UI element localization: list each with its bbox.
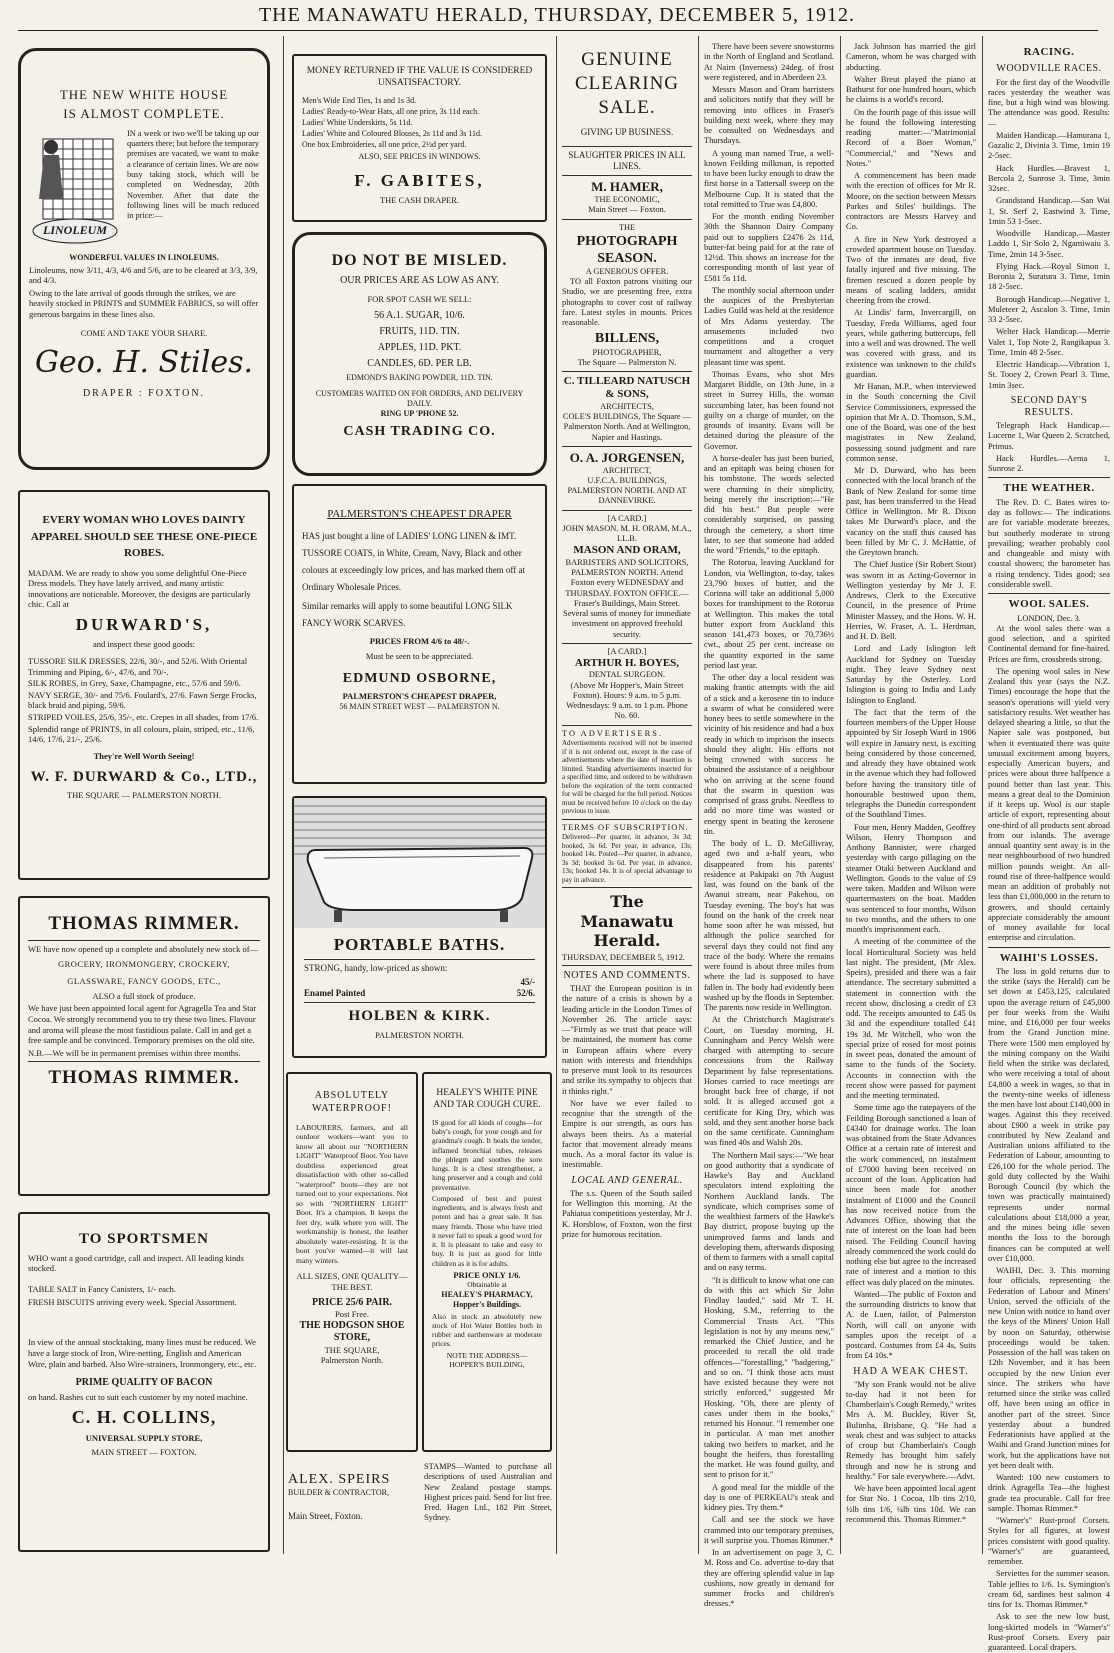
- waihi-paragraph: Wanted: 100 new customers to drink Agragella Tea—the highest grade tea procurable. Call for free sample. Thomas Rimmer.*: [988, 1473, 1110, 1513]
- racing-title: RACING.: [1023, 46, 1075, 58]
- hodgson-town: Palmerston North.: [320, 1355, 384, 1366]
- durward-address: THE SQUARE — PALMERSTON NORTH.: [66, 790, 222, 801]
- mason-name: MASON AND ORAM,: [573, 544, 681, 557]
- ad-durward: [18, 490, 270, 880]
- chest-body: "My son Frank would not be alive to-day had it not been for Chamberlain's Cough Remedy," writes Mrs A. M. Buckley, River St, Bulimba, Brisbane, Q. "He had a weak chest and was subject to attacks of croup but Chamberlain's Cough Remedy has brought him safely through and now he is strong and healthy." For sale everywhere.—Advt.: [846, 1379, 976, 1481]
- masthead: THE MANAWATU HERALD, THURSDAY, DECEMBER 5, 1912.: [258, 4, 856, 26]
- boyes-sub: DENTAL SURGEON.: [588, 670, 666, 680]
- durward-name: DURWARD'S,: [75, 615, 213, 634]
- news-paragraph: The Rotorua, leaving Auckland for London, via Wellington, to-day, takes 23,790 boxes of butter, and the Corinna will take an additional 5,000 boxes for transhipment to the Rotorua at Wellington. This makes the total butter export from Auckland this season 141,473 boxes, or 70,736½ cwt., about 25 per cent. increase on the quantity exported in the same period last year.: [704, 558, 834, 670]
- healey-buildings: Hopper's Buildings.: [452, 1299, 522, 1309]
- ad-collins: [18, 1212, 270, 1552]
- weather-title: THE WEATHER.: [1003, 482, 1095, 495]
- osborne-sub: PALMERSTON'S CHEAPEST DRAPER,: [342, 691, 497, 702]
- holben-enamel-price: 52/6.: [516, 987, 535, 998]
- natusch-body: COLE'S BUILDINGS, The Square — Palmerston North. And at Wellington, Napier and Hastings.: [562, 412, 692, 442]
- white-house-come: COME AND TAKE YOUR SHARE.: [80, 327, 208, 338]
- cash-prices: OUR PRICES ARE AS LOW AS ANY.: [340, 275, 499, 286]
- gabites-item: Men's Wide End Ties, 1s and 1s 3d.: [302, 95, 417, 105]
- column-3: [562, 42, 692, 1554]
- race-result: Flying Hack.—Royal Simon 1, Boronia 2, Suratura 3. Time, 1min 18 2-5sec.: [988, 261, 1110, 292]
- news-paragraph: A good meal for the middle of the day is one of PERKEAU's steak and kidney pies. Try them.*: [704, 1482, 834, 1512]
- column-4: [704, 42, 835, 1609]
- subscription-title: TERMS OF SUBSCRIPTION.: [562, 822, 689, 832]
- cash-item: FRUITS, 11D. TIN.: [379, 326, 460, 338]
- signature: Geo. H. Stiles.: [34, 345, 254, 381]
- jorgensen-sub: ARCHITECT,: [602, 465, 652, 475]
- hodgson-title: ABSOLUTELY WATERPROOF!: [312, 1090, 392, 1114]
- photo-the: THE: [618, 222, 636, 232]
- osborne-address: 56 MAIN STREET WEST — PALMERSTON N.: [339, 701, 500, 711]
- durward-item: NAVY SERGE, 30/- and 75/6. Foulard's, 27/6. Fawn Serge Frocks, black braid and piping, 59/6.: [28, 689, 257, 711]
- wool-paragraph: The opening wool sales in New Zealand this year (says the N.Z. Times) encourage the hope that the season's operations will yield very satisfactory results. Wet weather has delayed shearing a little, so that the Napier sale was postponed, but when it eventuated there was quite unusual excitement among buyers, especially American buyers, and prices were about three halfpence a pound better than last year. This means a great deal to the Dominion if it keeps up. Wool is our staple article of export, representing about one-third of all products sent abroad from our islands. The average annual quantity sent away is in the near neighbourhood of two hundred million pounds weight. An all-round rise of three-halfpence would mean an addition of probably not less than £1,000,000 in the return to growers, and should certainly appreciate considerably the amount of money available for local enterprise and circulation.: [988, 666, 1110, 943]
- rimmer-nb: N.B.—We will be in permanent premises within three months.: [28, 1047, 241, 1058]
- white-house-title-2: IS ALMOST COMPLETE.: [63, 106, 225, 122]
- boyes-name: ARTHUR H. BOYES,: [574, 657, 680, 670]
- collins-salt: TABLE SALT in Fancy Canisters, 1/- each.: [28, 1284, 177, 1294]
- linoleum-illustration: [29, 129, 121, 247]
- news-paragraph: The fact that the term of the fourteen members of the Upper House appointed by Sir Joseph Ward in 1906 will expire in January next, is exciting being considered by those concerned, and already they have obtained work in the avenue which they had followed before having the transitory title of honourable bestowed upon them, telegraphs the Dunedin correspondent of the Southland Times.: [846, 707, 976, 820]
- billens-sub: PHOTOGRAPHER,: [592, 347, 662, 357]
- hodgson-post: Post Free.: [335, 1309, 369, 1320]
- hodgson-sizes: ALL SIZES, ONE QUALITY—THE BEST.: [296, 1271, 408, 1292]
- column-5: [846, 42, 976, 1554]
- news-paragraph: Jack Johnson has married the girl Cameron, whom he was charged with abducting.: [846, 42, 976, 72]
- healey-composed: Composed of best and purest ingredients, and is always fresh and potent and has a great sale. It has many friends. Those who have tried it never fail to speak a good word for it. It is pleasant to take and easy to buy. It is just as good for little children as it is for adults.: [432, 1193, 542, 1268]
- chest-title: HAD A WEAK CHEST.: [853, 1365, 969, 1377]
- ad-stamps: [424, 1462, 552, 1556]
- genuine-line: GENUINE: [581, 49, 673, 70]
- collins-bacon: PRIME QUALITY OF BACON: [75, 1377, 213, 1389]
- rimmer-title-2: THOMAS RIMMER.: [48, 1067, 240, 1089]
- race-result: Telegraph Hack Handicap.—Lucerne 1, War Queen 2. Scratched, Primus.: [988, 421, 1110, 451]
- paper-date: THURSDAY, DECEMBER 5, 1912.: [562, 951, 692, 966]
- hamer-addr: Main Street — Foxton.: [588, 205, 666, 215]
- collins-title: TO SPORTSMEN: [79, 1231, 209, 1247]
- news-paragraph: The monthly social afternoon under the auspices of the Presbyterian Ladies Guild was held at the residence of Mrs Adams yesterday. The amusements included two competitions and a croquet tournament and altogether a very pleasant time was spent.: [704, 285, 834, 367]
- ad-hodgson: [286, 1072, 418, 1452]
- healey-title: HEALEY'S WHITE PINE AND TAR COUGH CURE.: [433, 1088, 541, 1110]
- ad-speirs: [288, 1462, 418, 1556]
- waihi-paragraph: Ask to see the new low bust, long-skirted models in "Warner's" Rust-proof Corsets. Every pair guaranteed. Local drapers.: [988, 1612, 1110, 1653]
- news-paragraph: The Northern Mail says:—"We hear on good authority that a syndicate of Hawke's Bay and Auckland speculators intend exploiting the Northern Auckland lands. The syndicate, which comprises some of the wealthiest farmers of the Hawke's Bay district, propose buying up the unimproved farms and lands and developing them, afterwards disposing of them to farmers with a small capital and on easy terms.: [704, 1150, 834, 1273]
- news-paragraph: A commencement has been made with the erection of offices for Mr R. Moore, on the section between Messrs Parkes and Stiles' buildings. The contractors are Messrs Harvey and Co.: [846, 171, 976, 232]
- race-result: Welter Hack Handicap.—Merrie Valet 1, Top Note 2, Rangikapua 3. Time, 1min 48 2-5sec.: [988, 327, 1110, 357]
- racing-intro: For the first day of the Woodville races yesterday the weather was fine, but a high wind was blowing. The attendance was good. Results:—: [988, 77, 1110, 128]
- cash-name: CASH TRADING CO.: [343, 424, 496, 440]
- race-result: Hack Hurdles.—Bravest 1, Bercola 2, Sunrose 3. Time, 3min 32sec.: [988, 163, 1110, 194]
- holben-title: PORTABLE BATHS.: [333, 935, 506, 954]
- cash-item: CANDLES, 6D. PER LB.: [367, 358, 472, 370]
- hamer-sub: THE ECONOMIC,: [594, 195, 660, 205]
- collins-name: C. H. COLLINS,: [71, 1407, 217, 1428]
- race-result: Maiden Handicap.—Hamurana 1, Gazalic 2, Divinia 3. Time, 1min 19 2-5sec.: [988, 130, 1110, 161]
- paper-name: The Manawatu Herald.: [580, 892, 674, 951]
- news-paragraph: The body of L. D. McGillivray, aged two and a-half years, who disappeared from his parents' residence at Pakipaki on 7th August last, was found on the bank of the Awanui stream, near Pakehou, on Tuesday evening. The boy's hat was found on the bank of the creek near home soon after he was missed, but although the police searched for several days they could not find any trace of the body. Where the remains were found is about three miles from where the lad is supposed to have fallen in. The body had evidently been washed up by the floods in September. The parents now reside in Wellington.: [704, 839, 834, 1012]
- news-paragraph: A fire in New York destroyed a crowded apartment house on Tuesday. Two of the inmates are dead, five fatally injured and five missing. The firemen rescued a dozen people by means of scaling ladders, amidst cheering from the crowd.: [846, 234, 976, 305]
- news-paragraph: Some time ago the ratepayers of the Feilding Borough sanctioned a loan of £4340 for drainage works. The loan was obtained from the State Advances Office at a certain rate of interest and the work commenced, on instalment of £7000 having been received on account of the loan. Application had since been made for another instalment of £1000 and the Council has now received notice from the Advances Office, showing that the rate of interest on the loan had been raised. The Feilding Council having already commenced the work could do nothing else but agree to the increased rate of interest and a motion to this effect was duly placed on the minutes.: [846, 1103, 976, 1287]
- white-house-stock: Owing to the late arrival of goods through the strikes, we are heavily stocked in PRINTS and SUMMER FABRICS, so will offer generous bargains in these lines also.: [29, 287, 259, 319]
- ad-holben-kirk: [292, 796, 547, 1058]
- news-paragraph: A meeting of the committee of the local Horticultural Society was held last night. The president, (Mr Alex. Speirs), presided and there was a fair attendance. The secretary submitted a statement in connection with the recent show, disclosing a credit of £3 odd. The receipts amounted to £45 0s 3d and the expenditure totalled £41 19s 3d. Mr Witchell, who won the special prize of rosed for most points in sweet peas, donated the amount of same to the funds of the Society. Accounts in connection with the recent show were passed for payment and the meeting terminated.: [846, 937, 976, 1100]
- race-result: Electric Handicap.—Vibration 1, St. Tooey 2, Crown Pearl 3. Time, 1min 3sec.: [988, 360, 1110, 390]
- collins-bacon-text: on hand. Rashes cut to suit each customer by my noted machine.: [28, 1391, 248, 1402]
- woodville-title: WOODVILLE RACES.: [996, 63, 1102, 75]
- holben-name: HOLBEN & KIRK.: [348, 1008, 491, 1024]
- notes-paragraph: Nor have we ever failed to recognise that the strength of the Empire is our strength, as ours has always been theirs. As a material factor that movement already means much. As a moral factor its value is inestimable.: [562, 1098, 692, 1170]
- news-paragraph: A horse-dealer has just been buried, and an epitaph was being chosen for his tombstone. The words selected were charming in their simplicity, being merely the inscription:—"He did his best." But people were considerably surprised, on passing through the cemetery, a short time later, to see that someone had added the word "Friends," to the epitaph.: [704, 453, 834, 555]
- news-paragraph: Walter Breut played the piano at Bathurst for one hundred hours, which he claims is a world's record.: [846, 74, 976, 105]
- durward-item: TUSSORE SILK DRESSES, 22/6, 30/-, and 52/6. With Oriental Trimming and Piping, 6/-, 47/6, and 70/-.: [28, 655, 248, 677]
- rimmer-also: ALSO a full stock of produce.: [92, 990, 196, 1001]
- news-paragraph: For the month ending November 30th the Shannon Dairy Company paid out to suppliers £2476 2s 11d, butter-fat being paid for at the rate of 12½d. This shows an increase for the corresponding month of last year of £581 5s 11d.: [704, 212, 834, 283]
- rimmer-agent: We have just been appointed local agent for Agragella Tea and Star Cocoa. We strongly recommend you to try these two lines. Flavour and aroma will please the most fastidious palate. Call in and get a free sample and be convinced. Temporary premises on the old site.: [28, 1003, 257, 1046]
- holben-address: PALMERSTON NORTH.: [375, 1029, 464, 1040]
- news-paragraph: Call and see the stock we have crammed into our temporary premises, it will surprise you. Thomas Rimmer.*: [704, 1515, 835, 1545]
- slaughter: SLAUGHTER PRICES IN ALL LINES.: [562, 147, 692, 176]
- healey-note: NOTE THE ADDRESS—: [446, 1350, 528, 1360]
- white-house-values: WONDERFUL VALUES IN LINOLEUMS.: [69, 252, 219, 262]
- durward-body: MADAM. We are ready to show you some delightful One-Piece Dress models. They have lately arrived, and many artistic innovations are noticeable. Moreover, the designs are particularly chic. Call at: [28, 567, 251, 610]
- holben-plain-price: 45/-: [520, 976, 535, 987]
- osborne-seen: Must be seen to be appreciated.: [365, 650, 474, 661]
- news-paragraph: Mr Hanan, M.P., when interviewed in the South concerning the Civil Service Commissioners, expressed the opinion that Mr A. D. Thomson, S.M., one of the Board, was one of the best magistrates in New Zealand, possessing sound judgment and rare common sense.: [846, 382, 976, 463]
- healey-pharmacy: HEALEY'S PHARMACY,: [441, 1289, 533, 1299]
- waihi-paragraph: The loss in gold returns due to the strike (says the Herald) can be set down at £453,125, calculated upon the average return of £45,000 per four weeks from the Waihi mine, and £16,000 per four weeks from the Grand Junction mine. There were 1500 men employed by the mining company on the Waihi field when the strike was declared, who were receiving a total of about £4,800 a week in wages, so that in the twenty-nine weeks of idleness the men have lost about £140,000 in wages. Against this they received about £900 a week in strike pay contributed by New Zealand and Australian unions affiliated to the Federation of Labour, amounting to £26,100 for the whole period. The gold duty collected by the Waihi Borough Council (by which the town was practically maintained) represents under normal calculations about £18,000 a year, and the mines being idle seven months the loss to the borough finances can be computed at well over £10,000.: [988, 966, 1110, 1263]
- subscription-body: Delivered—Per quarter, in advance, 3s 3d; booked, 3s 6d. Per year, in advance, 13s; booked 14s. Posted—Per quarter, in advance, 3s 3d; booked 3s 6d. Per year, in advance, 13s; booked 14s. It is of special advantage to pay in advance.: [562, 833, 692, 884]
- linoleum-logo: LINOLEUM: [42, 222, 107, 237]
- ad-white-house: [18, 48, 270, 470]
- holben-enamel-label: Enamel Painted: [304, 987, 366, 998]
- gabites-item: One box Embroideries, all one price, 2½d per yard.: [302, 139, 467, 149]
- billens-addr: The Square — Palmerston N.: [577, 357, 677, 367]
- hodgson-square: THE SQUARE,: [324, 1344, 380, 1355]
- local-title: LOCAL AND GENERAL.: [571, 1174, 683, 1186]
- gabites-sub: THE CASH DRAPER.: [379, 195, 460, 205]
- billens-name: BILLENS,: [594, 331, 660, 347]
- ad-osborne: [292, 484, 547, 784]
- ad-rimmer: [18, 896, 270, 1196]
- cash-orders: CUSTOMERS WAITED ON FOR ORDERS, AND DELIVERY DAILY.: [315, 389, 524, 409]
- news-paragraph: In an advertisement on page 3, C. M. Ross and Co. advertise to-day that they are offering splendid value in lap cushions, now greatly in demand for summer frocks and children's dresses.*: [704, 1548, 834, 1609]
- wool-title: WOOL SALES.: [1008, 598, 1090, 611]
- durward-company: W. F. DURWARD & Co., LTD.,: [30, 768, 258, 785]
- notes-paragraph: THAT the European position is in the nature of a crisis is shown by a leading article in the London Times of November 26. The article says:—"Firmly as we trust that peace will be maintained, the moment has come in European affairs where every nation with interests and friendships to preserve must look to its resources and strike its sympathy to objects that it thinks right.": [562, 984, 692, 1096]
- collins-biscuits: FRESH BISCUITS arriving every week. Special Assortment.: [28, 1296, 237, 1307]
- weather-body: The Rev. D. C. Bates wires to-day as follows:— The indications are for variable moderate breezes, but southerly moderate to strong prevailing; weather probably cool and changeable and misty with coastal showers; the barometer has a rising tendency. Tides good; sea considerable swell.: [988, 497, 1110, 589]
- advertisers-title: TO ADVERTISERS.: [562, 728, 664, 738]
- mason-body: BARRISTERS AND SOLICITORS, PALMERSTON NORTH. Attend Foxton every WEDNESDAY and THURSDAY. FOXTON OFFICE.—Fraser's Buildings, Main Street. Several sums of money for immediate investment on approved freehold security.: [563, 557, 691, 639]
- ad-healey: [422, 1072, 552, 1452]
- collins-address: MAIN STREET — FOXTON.: [91, 1447, 197, 1458]
- gabites-item: Ladies' Ready-to-Wear Hats, all one price, 3s 11d each.: [302, 106, 480, 116]
- gabites-windows: ALSO, SEE PRICES IN WINDOWS.: [358, 151, 481, 161]
- news-paragraph: A young man named True, a well-known Feilding milkman, is reported to have been lucky enough to draw the first horse in a Tattersall sweep on the Melbourne Cup. It is stated that the total remitted to True was £4,800.: [704, 148, 834, 209]
- speirs-addr: Main Street, Foxton.: [288, 1511, 363, 1521]
- photo-offer: A GENEROUS OFFER.: [585, 266, 669, 276]
- news-paragraph: Four men, Henry Madden, Geoffrey Wilson, Henry Thompson and Anthony Bannister, were charged yesterday with cargo pillaging on the steamer Otaki between Auckland and Wellington. Goods to the value of £9 were taken. Madden and Wilson were quartermasters on the boat. Madden was sentenced to four months, Wilson to two months, and the others to one month's imprisonment each.: [846, 822, 976, 934]
- collins-store: UNIVERSAL SUPPLY STORE,: [85, 1432, 203, 1443]
- cash-title: DO NOT BE MISLED.: [331, 252, 508, 269]
- race-result: Grandstand Handicap.—San Wai 1, St. Serf 2, Eastwind 3. Time, 1min 53 1-5sec.: [988, 196, 1110, 226]
- cash-item: APPLES, 11D. PKT.: [377, 342, 462, 354]
- waihi-title: WAIHI'S LOSSES.: [999, 951, 1099, 964]
- hodgson-price: PRICE 25/6 PAIR.: [311, 1296, 393, 1308]
- osborne-name: EDMUND OSBORNE,: [342, 670, 497, 686]
- photo-body: TO all Foxton patrons visiting our Studio, we are presenting free, extra photographs to cover cost of railway fare. Latest styles in mounts. Prices reasonable.: [562, 277, 692, 328]
- advertisers-body: Advertisements received will not be inserted if it is not ordered out, except in the case of advertisements where the date of insertion is limited. Standing advertisements inserted for a specified time, and ordered to be withdrawn before the expiration of the term contracted for will be charged for the full period. Notices must be received before 10 o'clock on the day previous to issue.: [562, 738, 692, 816]
- durward-item: SILK ROBES, in Grey, Saxe, Champagne, etc., 57/6 and 59/6.: [28, 678, 241, 689]
- holben-body: STRONG, handy, low-priced as shown:: [304, 963, 448, 974]
- gabites-name: F. GABITES,: [354, 170, 485, 190]
- wool-paragraph: At the wool sales there was a good selection, and a spirited Continental demand for fine-haired. Prices are firm, crossbreds strong.: [988, 623, 1110, 664]
- news-paragraph: At the Christchurch Magistrate's Court, on Tuesday morning, H. Cunningham and Percy Welsh were charged with attempting to secure concessions from the Railway Department by false representations. Horses carried to race meetings are brought back free of charge, if not sold. It is alleged accused got a certificate for King Dry, which was sold, and they sent another horse back on the same certificate. Cunningham was fined 40s and Walsh 20s.: [704, 1015, 834, 1148]
- natusch-sub: ARCHITECTS,: [600, 401, 654, 411]
- durward-item: Splendid range of PRINTS, in all colours, plain, striped, etc., 11/6, 14/6, 17/6, 21/-, 25/6.: [28, 723, 255, 745]
- gabites-item: Ladies' White Underskirts, 5s 11d.: [302, 117, 413, 127]
- race-result: Woodville Handicap.—Master Laddo 1, Sir Solo 2, Ngamiwaiu 3. Time, 2min 14 3-5sec.: [988, 229, 1110, 259]
- white-house-title-1: THE NEW WHITE HOUSE: [59, 87, 229, 102]
- healey-addr: HOPPER'S BUILDING,: [449, 1360, 525, 1370]
- second-day-title: SECOND DAY'S RESULTS.: [1010, 394, 1088, 419]
- race-result: Borough Handicap.—Negative 1, Muleteer 2, Ascalon 3. Time, 1min 33 2-5sec.: [988, 294, 1110, 325]
- durward-inspect: and inspect these good goods:: [93, 639, 195, 650]
- genuine-line: SALE.: [598, 96, 656, 118]
- rimmer-body: WE have now opened up a complete and absolutely new stock of—: [28, 943, 259, 954]
- osborne-body: HAS just bought a line of LADIES' LONG LINEN & IMT. TUSSORE COATS, in White, Cream, Navy, Black and other colours at exceedingly low prices, and has marked them off at Ordinary Wholesale Prices.: [302, 530, 526, 593]
- collins-body: WHO want a good cartridge, call and inspect. All leading kinds stocked.: [28, 1252, 244, 1274]
- healey-price: PRICE ONLY 1/6.: [453, 1269, 521, 1280]
- news-paragraph: On the fourth page of this issue will be found the following interesting reading matter:—"Matrimonial Record of a Boer Woman," "Commercial," and "News and Notes.": [846, 107, 976, 168]
- ad-gabites: [292, 54, 547, 222]
- race-result: Hack Hurdles.—Aema 1, Sunrose 2.: [988, 453, 1110, 474]
- healey-stock: Also in stock an absolutely new stock of Hot Water Bottles both in rubber and earthenware at moderate prices.: [432, 1311, 542, 1349]
- durward-seeing: They're Well Worth Seeing!: [93, 750, 195, 761]
- gabites-item: Ladies' White and Coloured Blouses, 2s 11d and 3s 11d.: [302, 128, 483, 138]
- cash-edmond: EDMOND'S BAKING POWDER, 11D. TIN.: [346, 373, 493, 383]
- healey-obtain: Obtainable at: [467, 1280, 507, 1290]
- waihi-paragraph: "Warner's" Rust-proof Corsets. Styles for all figures, at lowest prices consistent with good quality. "Warner's" are guaranteed, remember.: [988, 1516, 1110, 1567]
- rimmer-goods: GROCERY, IRONMONGERY, CROCKERY, GLASSWARE, FANCY GOODS, ETC.,: [57, 959, 231, 986]
- agent-notice: We have been appointed local agent for Star No. 1 Cocoa, 1lb tins 2/10, ½lb tins 1/6, ¼lb tins 10d. We can recommend this. Thomas Rimmer.*: [846, 1484, 976, 1524]
- news-paragraph: "It is difficult to know what one can do with this act which Sir John Findlay lauded," said Mr T. H. Hosking, S.M., referring to the Commercial Trusts Act. "This legislation is not by any means new," remarked the Chief Justice, and he proceeded to recall the old trade offences—"forestalling," "badgering," and so on. "I think those acts must have existed because they were not strictly enforced," suggested Mr Hosking. "Oh, there are plenty of cases under them in the books," returned his Honour. "I remember one in particular. A man met another taking two heifers to market, and he bought the heifers, thus forestalling the market. He was found guilty, and sent to prison for it.": [704, 1275, 834, 1480]
- waihi-paragraph: Serviettes for the summer season. Table jellies to 1/6. 1s. Symington's cream 6d, sardines best salmon 4 tins for 1s. Thomas Rimmer.*: [988, 1569, 1110, 1610]
- news-paragraph: The other day a local resident was making frantic attempts with the aid of a stick and a kerosene tin to induce a swarm of what he considered were honey bees to settle somewhere in the vicinity of his residence and had a box ready in which to imprison the insects should they alight. His efforts not being crowned with success he obtained the assistance of a neighbour who on arriving at the scene found that the swarm in question was comprised of grass grubs. Needless to add no more time was wasted or energy spent in beating the kerosene tin.: [704, 673, 834, 836]
- news-paragraph: Mr D. Durward, who has been connected with the local branch of the Bank of New Zealand for some time past, has been transferred to the Head Office in Wellington. Mr R. Dixon takes Mr Durward's place, and the vacancy on the staff thus caused has been filled by Mr C. J. McHattie, of the Greytown branch.: [846, 466, 976, 557]
- hodgson-body: LABOURERS, farmers, and all outdoor workers—want you to know all about our "NORTHERN LIGHT" Waterproof Boot. You have doubtless experienced great dissatisfaction with other so-called "waterproof" boots—they are not turned out to your expectations. Not so with "NORTHERN LIGHT" Boot. It's a champion. It keeps the feet dry, walk where you will. The workmanship is honest, the leather absolutely water-resisting. It is the boot you've wanted—it will last many winters.: [296, 1123, 408, 1265]
- natusch-name: C. TILLEARD NATUSCH & SONS,: [563, 375, 691, 401]
- osborne-title: PALMERSTON'S CHEAPEST DRAPER: [327, 508, 512, 520]
- news-paragraph: At Lindis' farm, Invercargill, on Tuesday, Freda Williams, aged four years, while gathering buttercups, fell into a well and was drowned. The well was covered with grass, and its existence was unknown to the child's guardian.: [846, 308, 976, 379]
- cash-spot: FOR SPOT CASH WE SELL:: [367, 293, 472, 304]
- healey-body: IS good for all kinds of coughs—for baby's cough, for your cough and for grandma's cough. It heals the tender, inflamed bronchial tubes, releases the phlegm and soothes the sore lungs. It is a chest strengthener, a lung preserver and a cough and cold preventative.: [432, 1117, 542, 1192]
- local-body: The s.s. Queen of the South sailed for Wellington this morning. At the Pahiatua competitions yesterday, Mr J. K. Horsblow, of Foxton, won the first prize for humorous recitation.: [562, 1188, 692, 1239]
- notes-title: NOTES AND COMMENTS.: [563, 970, 691, 981]
- ad-cash-trading: [292, 232, 547, 476]
- news-paragraph: Lord and Lady Islington left Auckland for Sydney on Tuesday night. They leave Sydney next Saturday by the Osterley. Lord Islington is going to India and Lady Islington to England.: [846, 644, 976, 705]
- news-paragraph: There have been severe snowstorms in the North of England and Scotland. At Nairn (Inverness) 24deg. of frost were registered, and in Aberdeen 23.: [704, 42, 834, 82]
- masthead-rule: [18, 30, 1098, 31]
- stamps-text: STAMPS—Wanted to purchase all descriptions of used Australian and New Zealand postage stamps. Highest prices paid. Send for list free. Fred. Hagen Ltd., 182 Pitt Street, Sydney.: [424, 1462, 552, 1523]
- cash-phone: RING UP 'PHONE 52.: [380, 409, 459, 419]
- white-house-body: IN a week or two we'll be taking up our quarters there; but before the temporary premises are vacated, we want to make a clearance of certain lines. We are now busy taking stock, which will be completed on Wednesday, 20th November. After that date the following lines will be much reduced in price:—: [127, 128, 260, 221]
- speirs-trade: BUILDER & CONTRACTOR,: [288, 1488, 389, 1497]
- news-paragraph: Messrs Mason and Oram barristers and solicitors notify that they will be removing into offices in Fraser's building next week, where they may be consulted on Wednesdays and Thursdays.: [704, 85, 834, 146]
- white-house-lino: Linoleums, now 3/11, 4/3, 4/6 and 5/6, are to be cleared at 3/3, 3/9, and 4/3.: [29, 264, 258, 286]
- mason-names: JOHN MASON. M. H. ORAM, M.A., LL.B.: [562, 523, 692, 544]
- jorgensen-body: U.F.C.A. BUILDINGS, PALMERSTON NORTH. AND AT DANNEVIRKE.: [567, 475, 687, 506]
- news-paragraph: Thomas Evans, who shot Mrs Margaret Biddle, on 13th June, in a street in Surrey Hills, the woman succumbing later, has been found not guilty on a charge of murder, on the grounds of insanity. Evans will be detained during the pleasure of the Governor.: [704, 369, 834, 451]
- white-house-footer: DRAPER : FOXTON.: [82, 387, 206, 399]
- photo-title: PHOTOGRAPH SEASON.: [576, 233, 678, 266]
- hamer-name: M. HAMER,: [591, 179, 663, 195]
- wool-dateline: LONDON, Dec. 3.: [1017, 613, 1081, 623]
- news-paragraph: Wanted—The public of Foxton and the surrounding districts to know that A. de Luen, tailor, of Palmerston North, will call on anyone with samples upon the receipt of a postcard. Costumes from £4 4s, Suits from £4 10s.*: [846, 1289, 976, 1361]
- osborne-scarves: Similar remarks will apply to some beautiful LONG SILK FANCY WORK SCARVES.: [302, 601, 513, 629]
- collins-stocktaking: In view of the annual stocktaking, many lines must be reduced. We have a large stock of Iron, Wire-netting, English and American Wire, plain and barbed. Also Wire-strainers, Ironmongery, etc., etc.: [28, 1337, 257, 1369]
- boyes-body: (Above Mr Hopper's, Main Street Foxton). Hours: 9 a.m. to 5 p.m. Wednesdays: 9 a.m. to 1 p.m. Phone No. 60.: [566, 680, 688, 721]
- card-label: [A CARD.]: [607, 513, 647, 523]
- column-6: [988, 42, 1110, 1653]
- hodgson-name: THE HODGSON SHOE STORE,: [299, 1319, 405, 1344]
- speirs-name: ALEX. SPEIRS: [288, 1472, 391, 1487]
- cash-item: 56 A.1. SUGAR, 10/6.: [374, 310, 465, 322]
- durward-title: EVERY WOMAN WHO LOVES DAINTY APPAREL SHOULD SEE THESE ONE-PIECE ROBES.: [30, 514, 258, 559]
- bath-illustration: [294, 798, 545, 928]
- waihi-paragraph: WAIHI, Dec. 3. This morning four officials, representing the Federation of Labour and Miners' Union, served the officials of the new Union with notice to hand over the keys of the Miners' Union Hall by noon on Saturday, otherwise proceedings would be taken. Possession of the hall was taken on 12th November, and it has been occupied by the new Union ever since. The strikers who have returned since the strike was called off, have been using an office in another part of the street. Since yesterday about a hundred Federationists have applied at the Waihi and Grand Junction mines for work, but the applications have not yet been dealt with.: [988, 1266, 1110, 1470]
- news-paragraph: The Chief Justice (Sir Robert Stout) was sworn in as Acting-Governor in Wellington yesterday by Mr J. F. Andrews, Clerk to the Executive Council, in the presence of Prime Minister Massey, and the Hons. W. H. Herries, W. Fraser, A. L. Herdman, and H. D. Bell.: [846, 560, 976, 641]
- rimmer-title: THOMAS RIMMER.: [48, 913, 240, 934]
- osborne-price: PRICES FROM 4/6 to 48/-.: [369, 636, 470, 647]
- gabites-title: MONEY RETURNED IF THE VALUE IS CONSIDERED UNSATISFACTORY.: [306, 66, 533, 88]
- durward-item: STRIPED VOILES, 25/6, 35/-, etc. Crepes in all shades, from 17/6.: [28, 712, 259, 722]
- giving-up: GIVING UP BUSINESS.: [562, 119, 692, 147]
- card-label-2: [A CARD.]: [607, 646, 647, 656]
- genuine-line: CLEARING: [574, 72, 680, 94]
- jorgensen-name: O. A. JORGENSEN,: [569, 449, 685, 465]
